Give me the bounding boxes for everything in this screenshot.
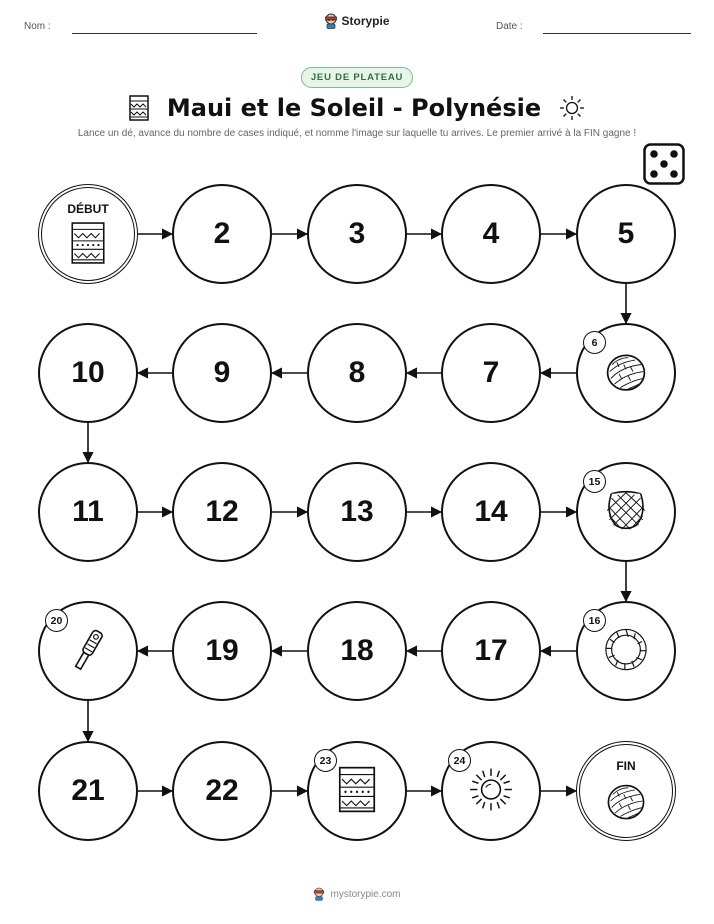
board-cell-7 — [441, 323, 541, 423]
tapa-cloth-icon — [339, 767, 376, 818]
board-cell-24 — [441, 741, 541, 841]
cell-number-badge: 15 — [583, 470, 606, 493]
cell-number: 4 — [482, 217, 500, 250]
date-label: Date : — [496, 21, 523, 32]
cell-number-badge: 24 — [448, 749, 471, 772]
board-cell-14 — [441, 462, 541, 562]
instructions: Lance un dé, avance du nombre de cases indiqué, et nomme l'image sur laquelle tu arrives. Le premier arrivé à la FIN gagne ! — [77, 128, 637, 139]
cell-number: 14 — [474, 495, 508, 528]
cell-number-badge: 20 — [45, 609, 68, 632]
page-title: Maui et le Soleil - Polynésie — [166, 94, 542, 122]
cell-number: 8 — [348, 356, 366, 389]
name-label: Nom : — [24, 21, 51, 32]
coconut-icon — [603, 349, 649, 400]
cell-number: 18 — [340, 634, 374, 667]
coiled-rope-icon — [603, 627, 649, 678]
board-cell-5 — [576, 184, 676, 284]
board-cell-6 — [576, 323, 676, 423]
board-cell-17 — [441, 601, 541, 701]
jawbone-club-icon — [65, 627, 111, 678]
board-cell-8 — [307, 323, 407, 423]
cell-number-badge: 23 — [314, 749, 337, 772]
cell-number: 7 — [482, 356, 500, 389]
cell-number: 10 — [71, 356, 105, 389]
board-cell-11 — [38, 462, 138, 562]
cell-number: 19 — [205, 634, 239, 667]
game-type-badge: JEU DE PLATEAU — [301, 67, 413, 88]
board-cell-19 — [172, 601, 272, 701]
board-cell-16 — [576, 601, 676, 701]
board-cell-13 — [307, 462, 407, 562]
fishing-net-icon — [603, 488, 649, 539]
cell-number: 5 — [617, 217, 635, 250]
board-cell-12 — [172, 462, 272, 562]
cell-number: 22 — [205, 774, 239, 807]
cell-number-badge: 16 — [583, 609, 606, 632]
cell-number: 11 — [72, 495, 104, 528]
cell-number: 17 — [474, 634, 508, 667]
board-cell-10 — [38, 323, 138, 423]
storypie-mascot-icon — [313, 887, 325, 901]
board-cell-18 — [307, 601, 407, 701]
start-label: DÉBUT — [67, 202, 109, 216]
cell-number: 9 — [213, 356, 231, 389]
finish-label: FIN — [616, 759, 636, 773]
cell-number: 13 — [340, 495, 374, 528]
cell-number: 2 — [213, 217, 231, 250]
finish-cell — [576, 741, 676, 841]
cell-number-badge: 6 — [583, 331, 606, 354]
board-cell-23 — [307, 741, 407, 841]
start-cell — [38, 184, 138, 284]
board-cell-4 — [441, 184, 541, 284]
brand-name: Storypie — [341, 14, 390, 28]
footer — [0, 887, 714, 901]
board-cell-20 — [38, 601, 138, 701]
tapa-cloth-icon — [71, 222, 105, 269]
board-cell-9 — [172, 323, 272, 423]
cell-number: 3 — [348, 217, 366, 250]
cell-number: 21 — [71, 774, 105, 807]
board-cell-3 — [307, 184, 407, 284]
coconut-icon — [604, 779, 648, 828]
cell-number: 12 — [205, 495, 239, 528]
sun-icon — [468, 767, 514, 818]
board-cell-21 — [38, 741, 138, 841]
board-cell-15 — [576, 462, 676, 562]
board-cell-22 — [172, 741, 272, 841]
footer-url[interactable]: mystorypie.com — [330, 888, 401, 900]
board-cell-2 — [172, 184, 272, 284]
